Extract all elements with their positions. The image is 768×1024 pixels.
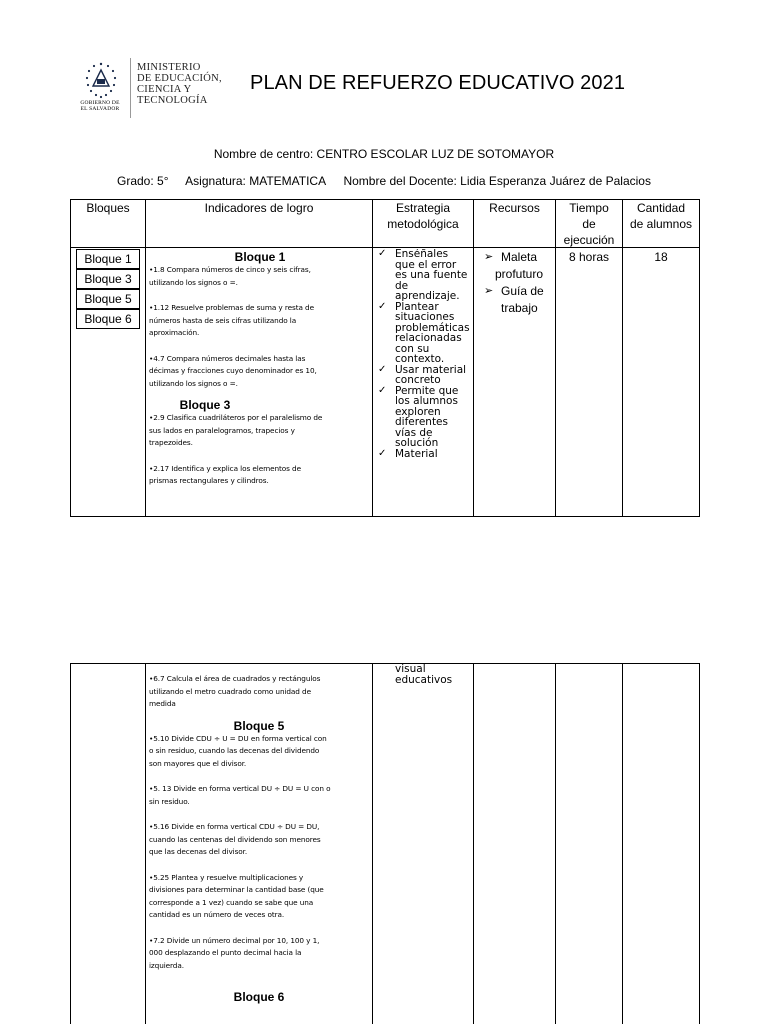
subject: Asignatura: MATEMATICA	[185, 174, 327, 188]
strategy-item: ✓ Plantear situaciones problemáticas relacionadas con su contexto.	[378, 300, 470, 365]
document-title: PLAN DE REFUERZO EDUCATIVO 2021	[250, 72, 626, 94]
resources-list	[481, 249, 553, 317]
school-name: Nombre de centro: CENTRO ESCOLAR LUZ DE SOTOMAYOR	[213, 147, 555, 161]
check-icon: ✓	[378, 300, 387, 312]
arrow-bullet-icon: ➢	[484, 285, 494, 297]
table-col-line	[145, 199, 146, 517]
header-cantidad: Cantidad de alumnos	[629, 201, 693, 231]
block-label: Bloque 6	[76, 309, 140, 329]
grade: Grado: 5°	[117, 174, 169, 188]
table-col-line	[473, 199, 474, 517]
strategy-item: ✓ Material	[378, 447, 438, 460]
bloque-6-title: Bloque 6	[233, 990, 285, 1004]
check-icon: ✓	[378, 384, 387, 396]
indicator-1-8: •1.8 Compara números de cinco y seis cifras, utilizando los signos o =.	[149, 265, 311, 287]
header-estrategia: Estrategia metodológica	[387, 201, 459, 231]
indicator-2-9: •2.9 Clasifica cuadriláteros por el paralelismo de sus lados en paralelogramos, trapecios y trapezoides.	[149, 413, 323, 447]
table-border-top	[70, 663, 700, 664]
resource-item: ➢ Guía de trabajo	[484, 284, 544, 315]
table-col-line	[555, 663, 556, 1024]
check-icon: ✓	[378, 363, 387, 375]
indicator-7-2: •7.2 Divide un número decimal por 10, 100 y 1, 000 desplazando el punto decimal hacia la izquierda.	[149, 935, 320, 970]
government-caption: GOBIERNO DE EL SALVADOR	[80, 100, 120, 112]
header-bloques: Bloques	[86, 201, 130, 215]
info-line	[117, 174, 665, 188]
indicator-5-16: •5.16 Divide en forma vertical CDU ÷ DU = DU, cuando las centenas del dividendo son menores que las decenas del divisor.	[149, 822, 321, 856]
header-indicadores: Indicadores de logro	[204, 201, 314, 215]
bloque-3-title: Bloque 3	[179, 398, 231, 412]
header-tiempo: Tiempo de ejecución	[563, 201, 615, 247]
indicator-5-13: •5. 13 Divide en forma vertical DU ÷ DU = U con o sin residuo.	[149, 784, 331, 806]
strategy-continued: visual educativos	[395, 663, 453, 686]
indicator-4-7: •4.7 Compara números decimales hasta las décimas y fracciones cuyo denominador es 10, utilizando los signos o =.	[149, 353, 317, 388]
indicator-5-10: •5.10 Divide CDU ÷ U = DU en forma vertical con o sin residuo, cuando las decenas del dividendo son mayores que el divisor.	[149, 733, 327, 768]
strategy-list	[378, 249, 470, 515]
bloque-1-title: Bloque 1	[234, 250, 286, 264]
table-col-line	[70, 663, 71, 1024]
header-recursos: Recursos	[489, 201, 540, 215]
strategy-item: ✓ Enséñales que el error es una fuente de aprendizaje.	[378, 249, 468, 302]
block-label: Bloque 5	[76, 289, 140, 309]
logo-divider	[130, 58, 131, 118]
teacher: Nombre del Docente: Lidia Esperanza Juárez de Palacios	[343, 174, 651, 188]
check-icon: ✓	[378, 447, 387, 459]
indicator-2-17: •2.17 Identifica y explica los elementos de prismas rectangulares y cilindros.	[149, 463, 301, 485]
indicators-page-1	[149, 250, 371, 488]
table-col-line	[473, 663, 474, 1024]
indicator-6-7: •6.7 Calcula el área de cuadrados y rectángulos utilizando el metro cuadrado como unidad de medida	[149, 674, 321, 708]
execution-time: 8 horas	[568, 250, 610, 264]
student-count: 18	[654, 250, 668, 264]
table-col-line	[145, 663, 146, 1024]
check-icon: ✓	[378, 249, 387, 259]
strategy-item: ✓ Usar material concreto	[378, 363, 467, 386]
resource-item: ➢ Maleta profuturo	[484, 250, 544, 281]
strategy-item: ✓ Permite que los alumnos exploren diferentes vías de solución	[378, 384, 459, 449]
indicator-1-12: •1.12 Resuelve problemas de suma y resta de números hasta de seis cifras utilizando la aproximación.	[149, 303, 314, 337]
arrow-bullet-icon: ➢	[484, 251, 494, 263]
table-col-line	[70, 199, 71, 517]
table-col-line	[372, 199, 373, 517]
block-label: Bloque 3	[76, 269, 140, 289]
indicators-page-2	[149, 673, 371, 1004]
block-label: Bloque 1	[76, 249, 140, 269]
indicator-5-25: •5.25 Plantea y resuelve multiplicaciones y divisiones para determinar la cantidad base (que corresponde a 1 vez) cuando se sabe que una cantidad es un número de veces otra.	[149, 872, 324, 919]
table-border-bottom	[70, 516, 700, 517]
government-seal-icon	[76, 60, 126, 102]
table-col-line	[622, 199, 623, 517]
table-col-line	[699, 663, 700, 1024]
table-col-line	[372, 663, 373, 1024]
table-col-line	[622, 663, 623, 1024]
table-col-line	[699, 199, 700, 517]
ministry-name: MINISTERIO DE EDUCACIÓN, CIENCIA Y TECNOLOGÍA	[137, 62, 222, 106]
bloque-5-title: Bloque 5	[233, 718, 285, 733]
